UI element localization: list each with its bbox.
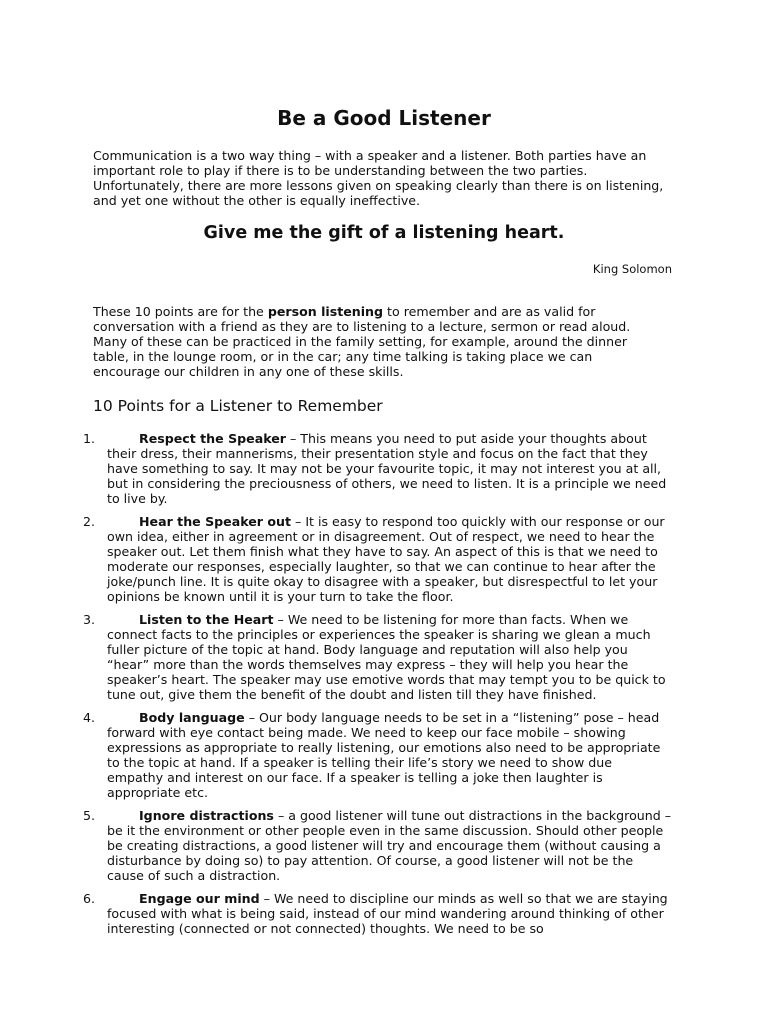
points-intro-bold: person listening bbox=[267, 304, 384, 319]
point-term: Hear the Speaker out bbox=[139, 514, 292, 529]
point-text: – a good listener will tune out distractions in the background – be it the environment or other people even in the same discussion. Should other people be creating distractions, a good listener will try and encourage them (without causing a disturbance by doing so) to pay attention. Of course, a good listener will not be the cause of such a distraction. bbox=[107, 808, 672, 883]
list-item-respect-speaker bbox=[0, 431, 672, 506]
quote-attribution: King Solomon bbox=[592, 262, 672, 276]
list-number: 2. bbox=[83, 514, 96, 529]
section-heading: 10 Points for a Listener to Remember bbox=[93, 397, 383, 415]
list-number: 5. bbox=[83, 808, 96, 823]
list-number: 4. bbox=[83, 710, 96, 725]
list-item-ignore-distractions bbox=[0, 808, 672, 883]
list-number: 3. bbox=[83, 612, 96, 627]
list-item-body-language bbox=[0, 710, 672, 800]
points-list bbox=[0, 431, 768, 944]
list-number: 6. bbox=[83, 891, 96, 906]
quote: Give me the gift of a listening heart. bbox=[203, 223, 565, 243]
point-text: – It is easy to respond too quickly with our response or our own idea, either in agreement or in disagreement. Out of respect, we need to hear the speaker out. Let them finish what they have to say. An aspect of this is that we need to moderate our responses, especially laughter, so that we can continue to hear after the joke/punch line. It is quite okay to disagree with a speaker, but disrespectful to let your opinions be known until it is your turn to take the floor. bbox=[107, 514, 665, 604]
point-text: – We need to discipline our minds as well so that we are staying focused with what is being said, instead of our mind wandering around thinking of other interesting (connected or not connected) thoughts. We need to be so bbox=[107, 891, 668, 936]
list-item-listen-to-heart bbox=[0, 612, 672, 702]
points-intro-after: to remember and are as valid for conversation with a friend as they are to listening to a lecture, sermon or read aloud. Many of these can be practiced in the family setting, for example, around the dinner table, in the lounge room, or in the car; any time talking is taking place we can encourage our children in any one of these skills. bbox=[93, 304, 631, 379]
list-item-engage-mind bbox=[0, 891, 672, 936]
point-text: – We need to be listening for more than facts. When we connect facts to the principles or experiences the speaker is sharing we glean a much fuller picture of the topic at hand. Body language and reputation will also help you “hear” more than the words themselves may express – they will help you hear the speaker’s heart. The speaker may use emotive words that may tempt you to be quick to tune out, give them the benefit of the doubt and listen till they have finished. bbox=[107, 612, 666, 702]
points-intro-paragraph bbox=[93, 304, 663, 379]
point-term: Engage our mind bbox=[139, 891, 260, 906]
list-number: 1. bbox=[83, 431, 96, 446]
document-title: Be a Good Listener bbox=[277, 106, 491, 130]
point-text: – This means you need to put aside your thoughts about their dress, their mannerisms, their presentation style and focus on the fact that they have something to say. It may not be your favourite topic, it may not interest you at all, but in considering the preciousness of others, we need to listen. It is a principle we need to live by. bbox=[107, 431, 667, 506]
list-item-hear-speaker-out bbox=[0, 514, 672, 604]
point-term: Ignore distractions bbox=[139, 808, 274, 823]
point-term: Body language bbox=[139, 710, 245, 725]
point-term: Respect the Speaker bbox=[139, 431, 286, 446]
points-intro-before: These 10 points are for the bbox=[93, 304, 268, 319]
point-term: Listen to the Heart bbox=[139, 612, 274, 627]
intro-paragraph: Communication is a two way thing – with a speaker and a listener. Both parties have an important role to play if there is to be understanding between the two parties. Unfortunately, there are more lessons given on speaking clearly than there is on listening, and yet one without the other is equally ineffective. bbox=[93, 148, 664, 208]
point-text: – Our body language needs to be set in a “listening” pose – head forward with eye contact being made. We need to keep our face mobile – showing expressions as appropriate to really listening, our emotions also need to be appropriate to the topic at hand. If a speaker is telling their life’s story we need to show due empathy and interest on our face. If a speaker is telling a joke then laughter is appropriate etc. bbox=[107, 710, 661, 800]
